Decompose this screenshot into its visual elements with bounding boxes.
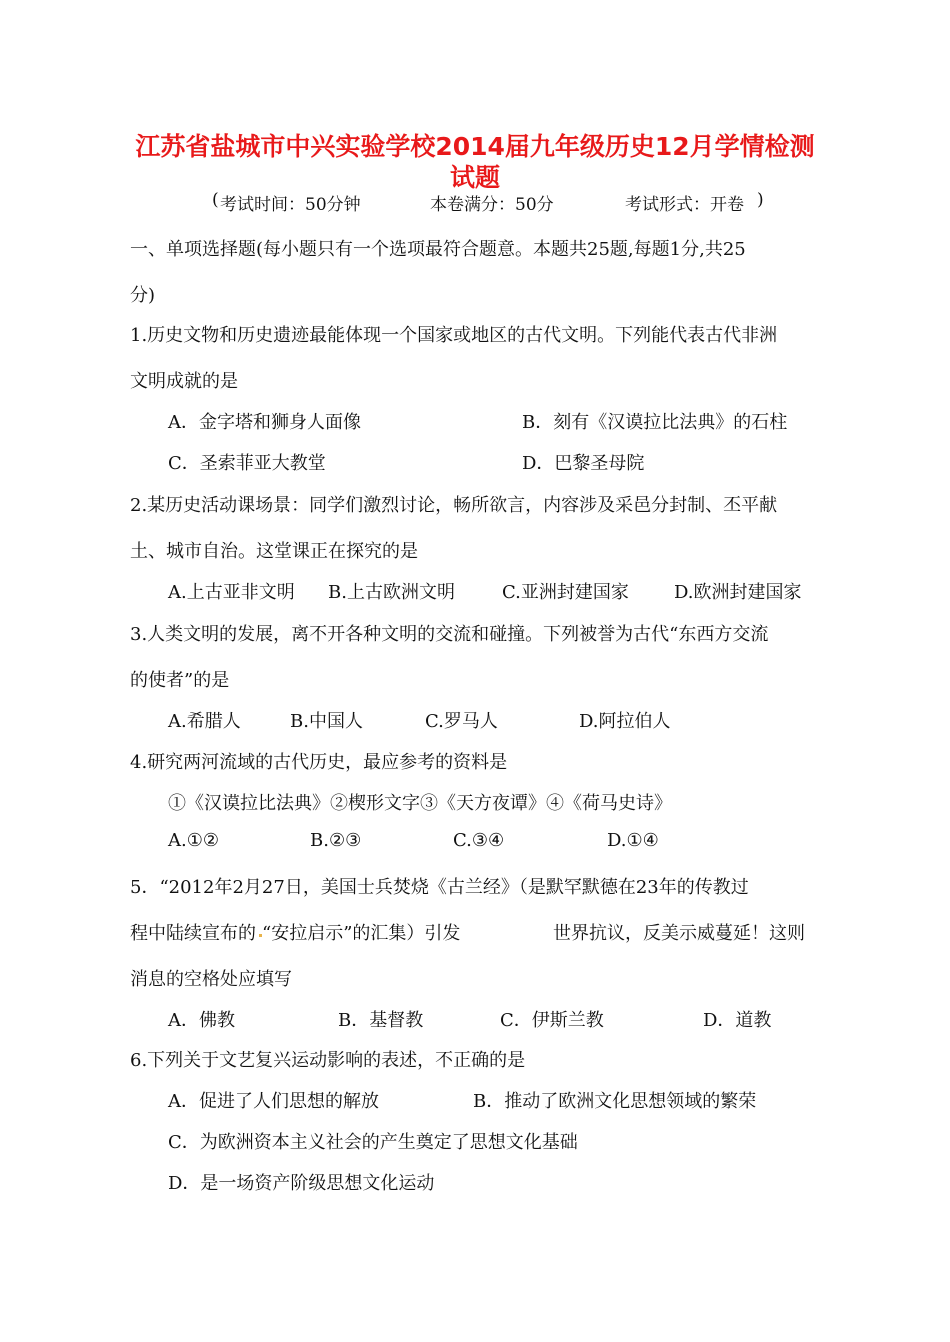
option-a: A．促进了人们思想的解放 bbox=[168, 1091, 379, 1112]
option-a: A．金字塔和狮身人面像 bbox=[168, 412, 361, 433]
question-stem: “安拉启示”的汇集）引发 bbox=[262, 923, 461, 944]
option-c: C．伊斯兰教 bbox=[500, 1010, 604, 1031]
option-d: D．是一场资产阶级思想文化运动 bbox=[168, 1173, 435, 1194]
option-d: D．道教 bbox=[703, 1010, 772, 1031]
option-b: B.上古欧洲文明 bbox=[328, 582, 455, 603]
option-b: B．推动了欧洲文化思想领域的繁荣 bbox=[473, 1091, 757, 1112]
option-b: B．基督教 bbox=[338, 1010, 424, 1031]
option-a: A．佛教 bbox=[168, 1010, 235, 1031]
option-a: A.①② bbox=[168, 830, 219, 851]
option-b: B．刻有《汉谟拉比法典》的石柱 bbox=[522, 412, 788, 433]
exam-form: 考试形式：开卷 bbox=[625, 195, 744, 215]
option-b: B.②③ bbox=[310, 830, 362, 851]
question-stem: 土、城市自治。这堂课正在探究的是 bbox=[130, 541, 418, 562]
option-d: D.欧洲封建国家 bbox=[674, 582, 802, 603]
question-stem: 1.历史文物和历史遗迹最能体现一个国家或地区的古代文明。下列能代表古代非洲 bbox=[130, 325, 778, 346]
option-c: C.罗马人 bbox=[425, 711, 498, 732]
option-d: D．巴黎圣母院 bbox=[522, 453, 645, 474]
page-title-line2: 试题 bbox=[449, 163, 500, 192]
question-stem: 4.研究两河流域的古代历史，最应参考的资料是 bbox=[130, 752, 508, 773]
option-c: C.亚洲封建国家 bbox=[502, 582, 629, 603]
question-stem: 3.人类文明的发展，离不开各种文明的交流和碰撞。下列被誉为古代“东西方交流 bbox=[130, 624, 769, 645]
question-stem: 消息的空格处应填写 bbox=[130, 969, 292, 990]
question-stem: 世界抗议，反美示威蔓延！这则 bbox=[553, 923, 805, 944]
option-d: D.①④ bbox=[607, 830, 659, 851]
option-c: C．为欧洲资本主义社会的产生奠定了思想文化基础 bbox=[168, 1132, 578, 1153]
question-stem: 程中陆续宣布的 bbox=[130, 923, 256, 944]
option-b: B.中国人 bbox=[290, 711, 363, 732]
option-c: C.③④ bbox=[453, 830, 505, 851]
question-stem: 5．“2012年2月27日，美国士兵焚烧《古兰经》（是默罕默德在23年的传教过 bbox=[130, 877, 749, 898]
question-sources: ①《汉谟拉比法典》②楔形文字③《天方夜谭》④《荷马史诗》 bbox=[168, 793, 672, 814]
option-d: D.阿拉伯人 bbox=[579, 711, 671, 732]
option-a: A.希腊人 bbox=[168, 711, 241, 732]
page-title-line1: 江苏省盐城市中兴实验学校2014届九年级历史12月学情检测 bbox=[135, 132, 815, 161]
section-heading-line2: 分) bbox=[130, 285, 156, 306]
question-stem: 2.某历史活动课场景：同学们激烈讨论，畅所欲言，内容涉及采邑分封制、丕平献 bbox=[130, 495, 778, 516]
meta-close-paren: ) bbox=[757, 190, 764, 210]
question-stem: 的使者”的是 bbox=[130, 670, 230, 691]
question-stem: 6.下列关于文艺复兴运动影响的表述，不正确的是 bbox=[130, 1050, 526, 1071]
option-c: C．圣索菲亚大教堂 bbox=[168, 453, 326, 474]
exam-full-score: 本卷满分：50分 bbox=[430, 195, 554, 215]
section-heading-line1: 一、单项选择题(每小题只有一个选项最符合题意。本题共25题,每题1分,共25 bbox=[130, 239, 746, 260]
meta-open-paren: ( bbox=[212, 190, 219, 210]
question-stem: 文明成就的是 bbox=[130, 371, 238, 392]
option-a: A.上古亚非文明 bbox=[168, 582, 295, 603]
exam-time: 考试时间：50分钟 bbox=[220, 195, 361, 215]
